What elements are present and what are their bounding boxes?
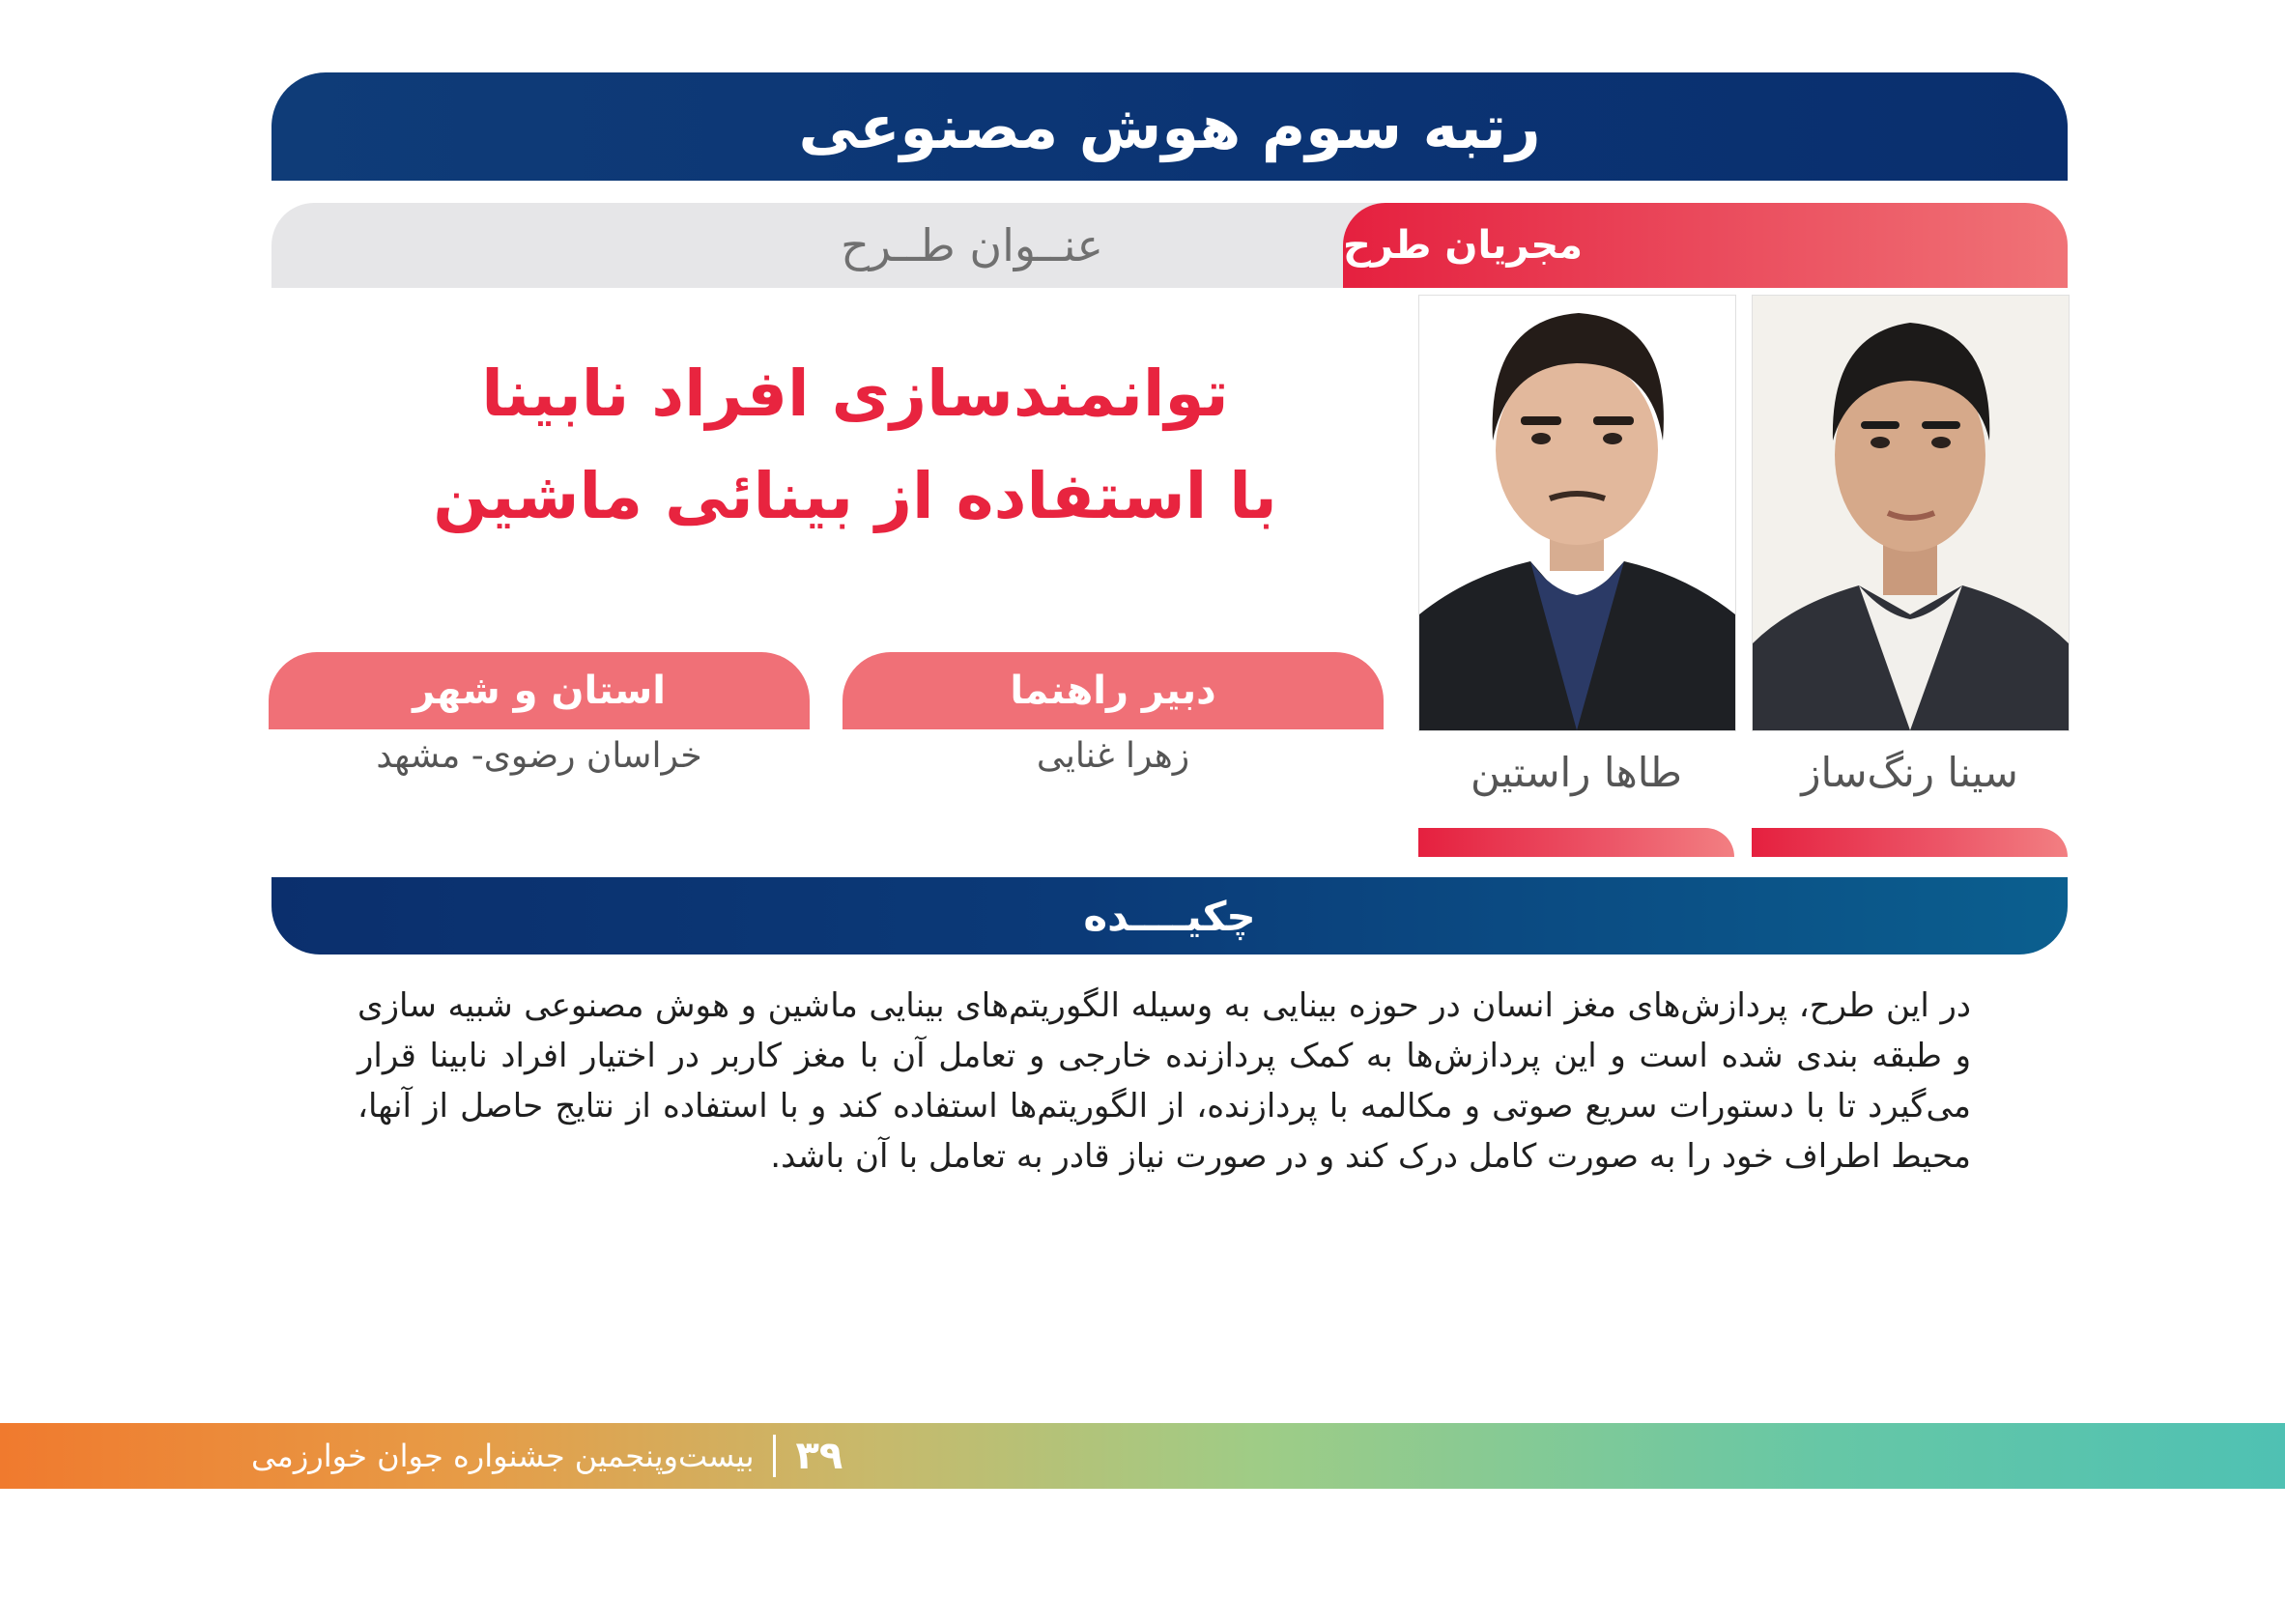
presenter-portrait-1 (1753, 296, 2069, 730)
advisor-tab (843, 652, 1384, 729)
abstract-text: در این طرح، پردازش‌های مغز انسان در حوزه بینایی به وسیله الگوریتم‌های بینایی ماشین و هوش مصنوعی شبیه سازی و طبقه بندی شده است و این پردازش‌ها به کمک پردازنده خارجی و تعامل آن با مغز کاربر در اختیار افراد نابینا قرار می‌گیرد تا با دستورات سریع صوتی و مکالمه با پردازنده، از الگوریتم‌ها استفاده کند و با استفاده از نتایج حاصل از آنها، محیط اطراف خود را به صورت کامل درک کند و در صورت نیاز قادر به تعامل با آن باشد. (357, 986, 1971, 1176)
page-title: رتبه سوم هوش مصنوعی (798, 91, 1541, 162)
presenter-photo-2 (1418, 295, 1736, 731)
abstract-banner (271, 877, 2068, 954)
location-label: استان و شهر (413, 669, 666, 713)
project-title-line-2: با استفاده از بینائی ماشین (433, 459, 1277, 533)
footer (251, 1423, 843, 1489)
project-title-tab (271, 203, 1460, 288)
presenters-tab (1343, 203, 2068, 288)
location-value: خراسان رضوی- مشهد (376, 736, 702, 776)
advisor-value: زهرا غنایی (1036, 736, 1190, 776)
presenter-name-2: طاها راستین (1471, 749, 1682, 796)
presenters-label: مجریان طرح (1343, 223, 1583, 268)
presenter-underline-2 (1418, 828, 1734, 857)
page-number: ۳۹ (795, 1434, 843, 1478)
location-tab (269, 652, 810, 729)
title-banner (271, 72, 2068, 181)
footer-title: بیست‌وپنجمین جشنواره جوان خوارزمی (251, 1438, 755, 1474)
project-title-label: عنــوان طــرح (841, 219, 1103, 271)
presenter-name-1: سینا رنگ‌ساز (1801, 749, 2018, 796)
abstract-label: چکیــــده (1083, 892, 1256, 940)
presenter-underline-1 (1752, 828, 2068, 857)
advisor-label: دبیر راهنما (1010, 669, 1216, 713)
project-title (309, 343, 1401, 548)
footer-separator (773, 1435, 776, 1477)
project-title-line-1: توانمندسازی افراد نابینا (481, 356, 1229, 431)
presenter-photo-1 (1752, 295, 2070, 731)
presenter-portrait-2 (1419, 296, 1735, 730)
